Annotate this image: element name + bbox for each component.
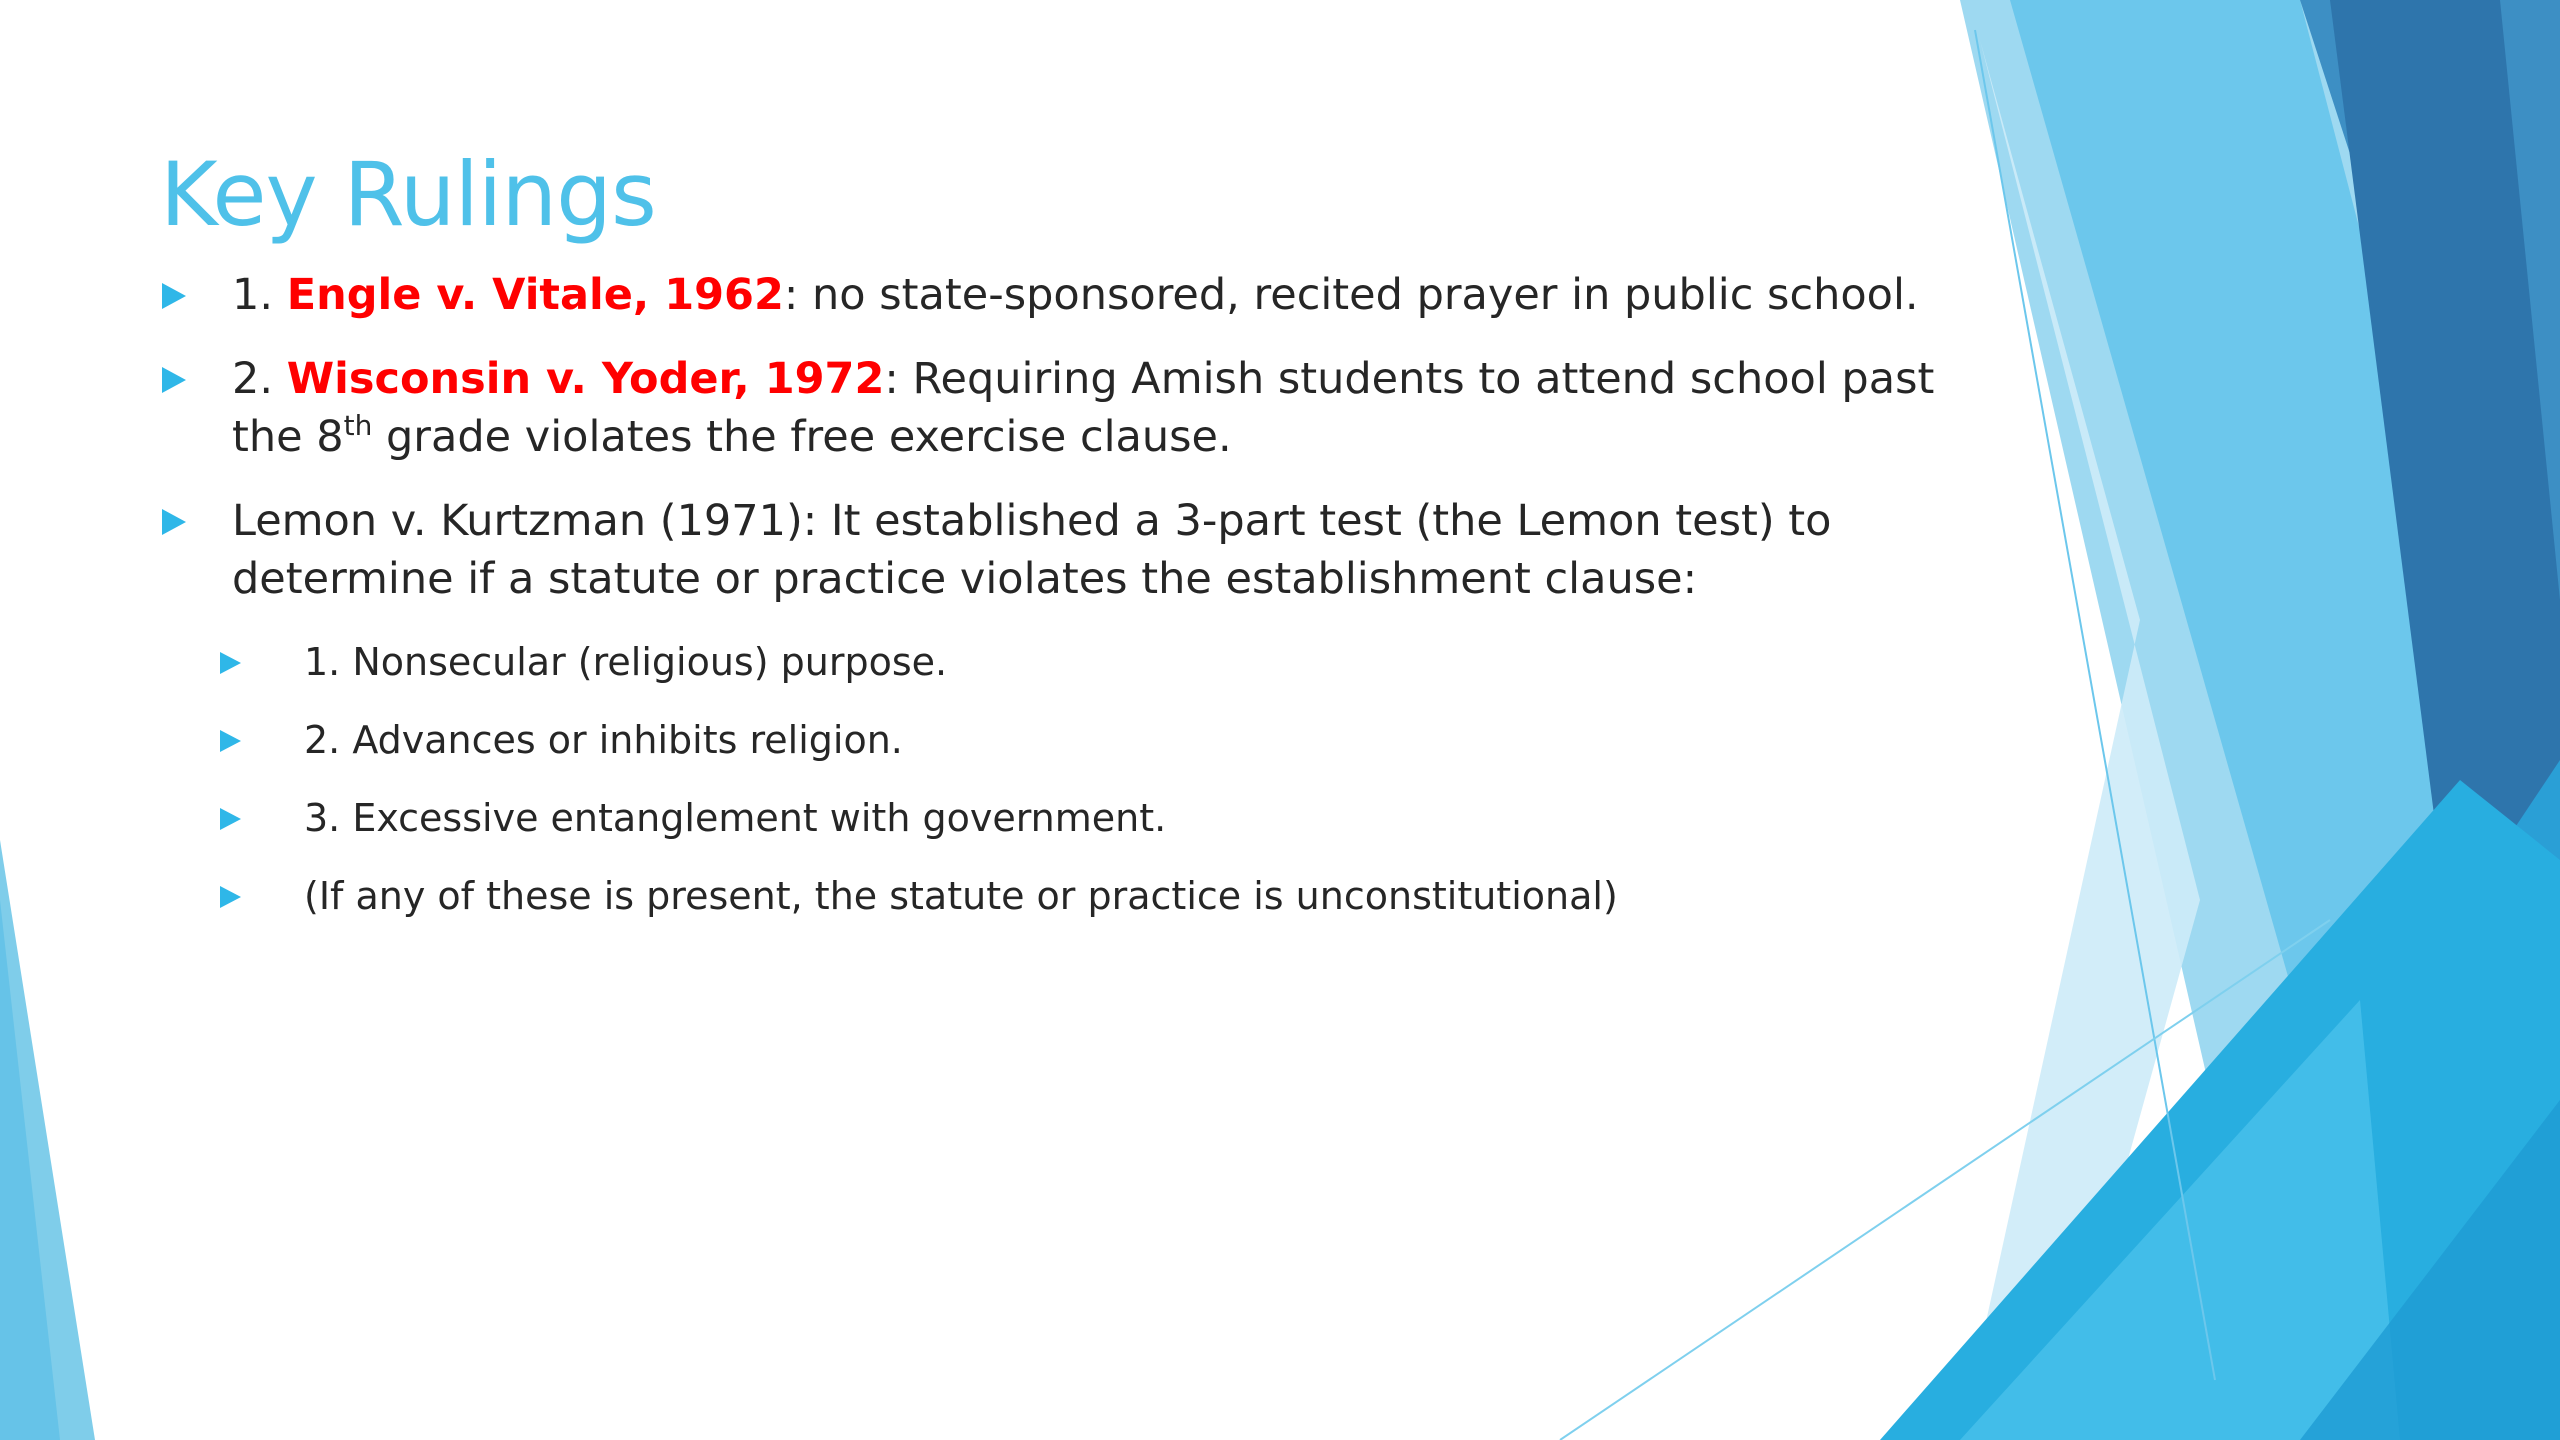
- sub-bullet-item: [220, 794, 1960, 842]
- case-name-engle: Engle v. Vitale, 1962: [286, 270, 784, 320]
- bullet-text: : no state-sponsored, recited prayer in public school.: [783, 270, 1919, 320]
- superscript-ordinal: th: [343, 409, 373, 442]
- bullet-text-part-a: : Requiring Amish students to attend school past the 8: [232, 354, 1935, 462]
- lemon-test-sublist: [232, 638, 1960, 920]
- bullet-text-part-b: grade violates the free exercise clause.: [372, 412, 1232, 462]
- bullet-item-yoder: [160, 350, 1960, 466]
- triangle-right-icon: [220, 652, 241, 674]
- bullet-item-engle: [160, 266, 1960, 324]
- sub-bullet-item: [220, 716, 1960, 764]
- slide-title: Key Rulings: [160, 143, 656, 246]
- sub-bullet-text: (If any of these is present, the statute or practice is unconstitutional): [304, 874, 1618, 918]
- sub-bullet-text: 2. Advances or inhibits religion.: [304, 718, 903, 762]
- triangle-right-icon: [220, 886, 241, 908]
- sub-bullet-text: 3. Excessive entanglement with government.: [304, 796, 1167, 840]
- bullet-prefix: 1.: [232, 270, 287, 320]
- triangle-right-icon: [220, 730, 241, 752]
- bullet-text: Lemon v. Kurtzman (1971): It established a 3-part test (the Lemon test) to determine if a statute or practice violates the establishment clause:: [232, 496, 1832, 604]
- triangle-right-icon: [220, 808, 241, 830]
- sub-bullet-item: [220, 638, 1960, 686]
- bullet-list: [160, 266, 1960, 950]
- sub-bullet-item: [220, 872, 1960, 920]
- triangle-right-icon: [162, 367, 186, 393]
- case-name-yoder: Wisconsin v. Yoder, 1972: [286, 354, 885, 404]
- bullet-item-lemon: [160, 492, 1960, 920]
- triangle-right-icon: [162, 283, 186, 309]
- sub-bullet-text: 1. Nonsecular (religious) purpose.: [304, 640, 948, 684]
- bullet-prefix: 2.: [232, 354, 287, 404]
- triangle-right-icon: [162, 509, 186, 535]
